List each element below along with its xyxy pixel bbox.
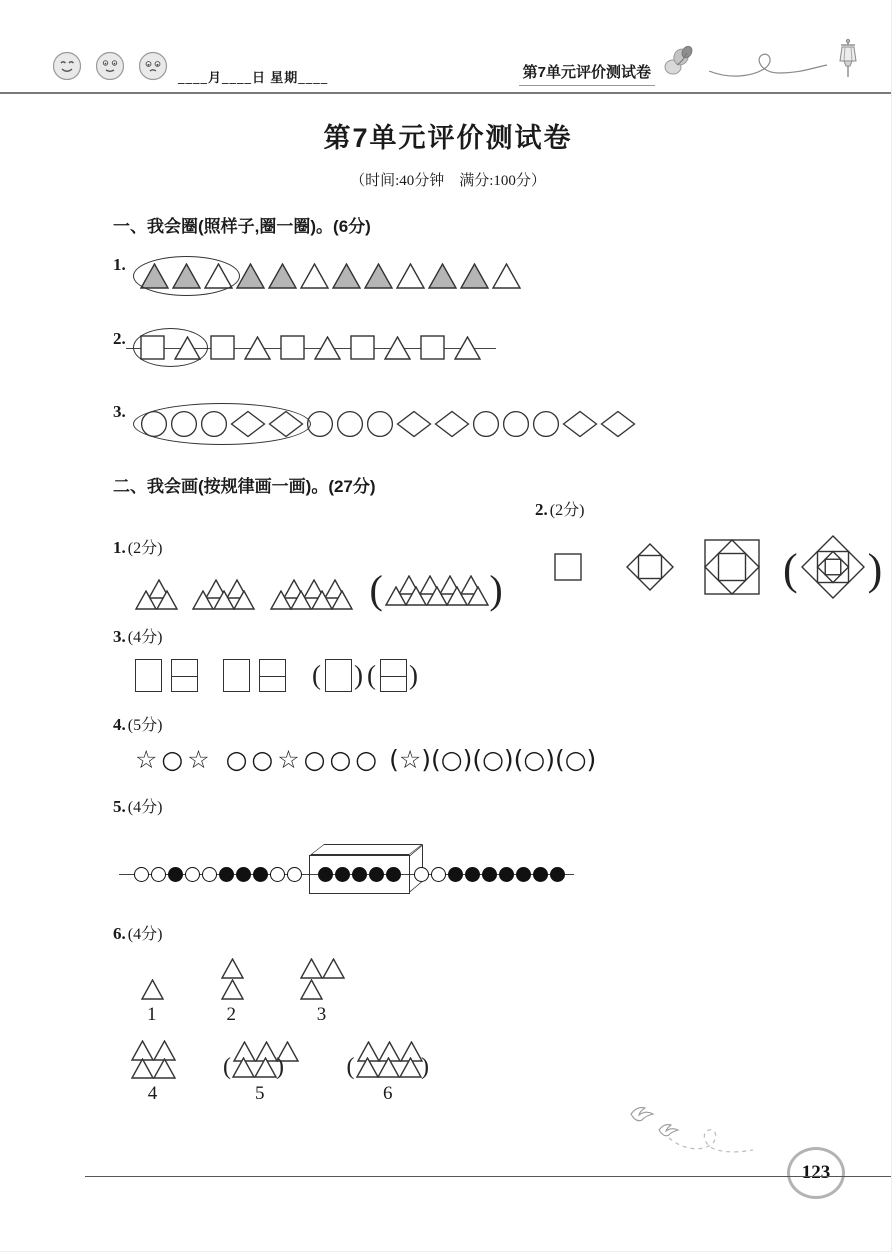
triangle-shape: [405, 586, 427, 606]
counted-triangle-figure: [131, 1040, 174, 1105]
triangle-figure: [135, 579, 176, 610]
square-triangle-pattern-row: [140, 335, 490, 360]
triangle-shape: [314, 336, 341, 360]
square-shape: [210, 335, 235, 360]
figure-label: 2: [226, 1004, 236, 1025]
page-header: [0, 0, 891, 94]
black-bead: [318, 867, 333, 882]
counted-triangle-figure: [222, 1041, 298, 1105]
bead-string-with-box: [133, 845, 566, 903]
circle-diamond-pattern-row: [140, 410, 638, 438]
example-circle: [133, 328, 208, 367]
section2-item-1: [113, 513, 513, 610]
nested-square-diamond-figures: [535, 534, 884, 605]
white-bead: [414, 867, 429, 882]
answer-figure: [368, 567, 505, 612]
page-number: 123: [801, 1162, 831, 1183]
box-top-face: [310, 844, 423, 855]
smiley-faces: [52, 51, 168, 86]
figure-label: 1: [147, 1004, 157, 1025]
triangle-shape: [135, 590, 157, 610]
item-number: 2.: [113, 329, 126, 348]
triangle-figure: [131, 1040, 174, 1079]
shaded-triangle-shape: [364, 263, 393, 289]
item-score: (2分): [127, 540, 163, 557]
answer-paren: ): [421, 1054, 429, 1080]
black-bead: [335, 867, 350, 882]
triangle-shape: [426, 586, 448, 606]
square-shape: [350, 335, 375, 360]
answer-paren: ): [409, 660, 418, 690]
black-bead: [386, 867, 401, 882]
answer-figure: [781, 534, 884, 605]
white-bead: [287, 867, 302, 882]
triangle-shape: [153, 1058, 176, 1079]
triangle-shape: [221, 979, 244, 1000]
butterfly-icon: [661, 43, 703, 86]
triangle-shape: [254, 1057, 277, 1078]
header-unit-title: 第7单元评价测试卷: [519, 61, 655, 86]
black-bead: [352, 867, 367, 882]
item-number: 3.: [113, 402, 126, 421]
section1-item-3: [113, 402, 843, 438]
item-number: 2.: [535, 500, 548, 519]
example-circle: [133, 403, 311, 445]
white-bead: [431, 867, 446, 882]
page-title: 第7单元评价测试卷: [323, 123, 573, 153]
answer-paren: ): [867, 544, 883, 594]
triangle-shape: [192, 590, 214, 610]
triangle-figure: [192, 579, 254, 610]
white-bead: [270, 867, 285, 882]
answer-figure: [366, 659, 421, 692]
curly-line-decoration: [709, 41, 829, 86]
time-score-subtitle: （时间:40分钟 满分:100分）: [350, 173, 546, 189]
triangle-shape: [396, 263, 425, 289]
triangle-figure: [346, 1041, 431, 1079]
triangle-shape: [232, 1057, 255, 1078]
answer-paren: (: [369, 567, 383, 612]
answer-paren: (: [346, 1054, 355, 1080]
triangle-shape: [270, 590, 292, 610]
triangle-shape: [322, 958, 345, 979]
triangle-shape: [131, 1058, 154, 1079]
triangle-pyramid-figures: [135, 567, 513, 612]
figure-label: 4: [147, 1083, 158, 1104]
item-score: (2分): [549, 502, 585, 519]
item-number: 5.: [113, 797, 126, 816]
divided-square-shape: [171, 659, 198, 692]
black-bead: [550, 867, 565, 882]
triangle-pattern-row: [140, 263, 524, 289]
smiley-worried-icon: [138, 51, 168, 86]
sequence-shapes: ☆○☆ ○○☆○○○: [135, 745, 382, 774]
black-bead: [253, 867, 268, 882]
triangle-shape: [356, 1057, 379, 1078]
nested-shape-figure: [617, 534, 683, 605]
item-score: (4分): [127, 629, 163, 646]
triangle-shape: [300, 263, 329, 289]
smiley-surprised-icon: [95, 51, 125, 86]
mystery-box: [309, 855, 410, 894]
divided-square-shape: [380, 659, 407, 692]
white-bead: [151, 867, 166, 882]
section2-item-5: [113, 794, 843, 917]
section1-item-1: [113, 255, 843, 289]
divided-square-shape: [259, 659, 286, 692]
square-shape: [223, 659, 250, 692]
section2-item-3: [113, 624, 843, 692]
section2-item-2: [513, 497, 884, 610]
answer-blanks: (☆)(○)(○)(○)(○): [389, 745, 597, 774]
answer-paren: (: [223, 1054, 231, 1080]
date-fill-line: ____月____日 星期____: [178, 70, 329, 85]
triangle-shape: [384, 336, 411, 360]
triangle-shape: [233, 590, 255, 610]
section1-item-2: [113, 329, 843, 360]
figure-label: 3: [316, 1004, 327, 1025]
black-bead: [236, 867, 251, 882]
counted-triangle-figure: [141, 979, 163, 1026]
diamond-shape: [434, 410, 470, 438]
triangle-shape: [331, 590, 353, 610]
circle-shape: [366, 410, 394, 438]
triangle-shape: [377, 1057, 400, 1078]
triangle-shape: [467, 586, 489, 606]
black-bead: [533, 867, 548, 882]
square-shape: [420, 335, 445, 360]
diamond-shape: [396, 410, 432, 438]
numbered-triangle-figures-row1: [141, 958, 843, 1026]
circle-shape: [502, 410, 530, 438]
black-bead: [168, 867, 183, 882]
example-circle: [133, 256, 240, 296]
black-bead: [219, 867, 234, 882]
square-shape: [135, 659, 162, 692]
triangle-figure: [141, 979, 163, 1000]
answer-paren: ): [354, 660, 363, 690]
section2-item-6: [113, 921, 843, 1105]
triangle-shape: [221, 958, 244, 979]
triangle-figure: [385, 575, 488, 606]
smiley-happy-icon: [52, 51, 82, 86]
shaded-triangle-shape: [268, 263, 297, 289]
answer-figure: [311, 659, 366, 692]
item-number: 3.: [113, 627, 126, 646]
shaded-triangle-shape: [236, 263, 265, 289]
diamond-shape: [600, 410, 636, 438]
answer-paren: (: [312, 660, 321, 690]
black-bead: [448, 867, 463, 882]
triangle-shape: [300, 979, 323, 1000]
item-number: 1.: [113, 538, 126, 557]
section2-top-columns: [113, 500, 883, 612]
triangle-figure: [270, 579, 352, 610]
answer-paren: (: [367, 660, 376, 690]
item-number: 6.: [113, 924, 126, 943]
footer-rule: [85, 1176, 891, 1177]
diamond-shape: [562, 410, 598, 438]
triangle-shape: [141, 979, 164, 1000]
triangle-figure: [300, 958, 343, 1000]
triangle-shape: [213, 590, 235, 610]
item-number: 1.: [113, 255, 126, 274]
white-bead: [202, 867, 217, 882]
figure-label: 5: [255, 1083, 265, 1104]
nested-shape-figure: [535, 534, 601, 605]
shaded-triangle-shape: [428, 263, 457, 289]
black-bead: [499, 867, 514, 882]
star-circle-sequence: [135, 745, 843, 774]
counted-triangle-figure: [300, 958, 343, 1026]
black-bead: [516, 867, 531, 882]
section2-heading: 二、我会画(按规律画一画)。(27分): [113, 477, 376, 496]
triangle-shape: [492, 263, 521, 289]
counted-triangle-figure: [221, 958, 243, 1026]
figure-label: 6: [383, 1083, 393, 1104]
square-shape: [280, 335, 305, 360]
circle-shape: [472, 410, 500, 438]
shaded-triangle-shape: [332, 263, 361, 289]
triangle-shape: [454, 336, 481, 360]
white-bead: [134, 867, 149, 882]
triangle-figure: [222, 1041, 298, 1079]
circle-shape: [532, 410, 560, 438]
black-bead: [465, 867, 480, 882]
triangle-shape: [399, 1057, 422, 1078]
item-score: (4分): [127, 926, 163, 943]
section1-heading: 一、我会圈(照样子,圈一圈)。(6分): [113, 217, 371, 236]
birds-decoration: [611, 1096, 771, 1171]
square-divided-square-row: [135, 659, 843, 692]
answer-paren: ): [276, 1054, 284, 1080]
white-bead: [185, 867, 200, 882]
black-bead: [369, 867, 384, 882]
triangle-shape: [311, 590, 333, 610]
black-bead: [482, 867, 497, 882]
triangle-shape: [446, 586, 468, 606]
triangle-shape: [385, 586, 407, 606]
triangle-shape: [244, 336, 271, 360]
item-score: (4分): [127, 799, 163, 816]
triangle-figure: [221, 958, 243, 1000]
answer-paren: (: [783, 544, 798, 594]
section2-item-4: [113, 712, 843, 774]
triangle-shape: [290, 590, 312, 610]
nested-shape-figure: [800, 534, 866, 605]
item-number: 4.: [113, 715, 126, 734]
triangle-shape: [300, 958, 323, 979]
square-shape: [325, 659, 352, 692]
circle-shape: [336, 410, 364, 438]
item-score: (5分): [127, 717, 163, 734]
counted-triangle-figure: [346, 1041, 431, 1105]
answer-paren: ): [489, 567, 503, 612]
nested-shape-figure: [699, 534, 765, 605]
shaded-triangle-shape: [460, 263, 489, 289]
triangle-shape: [156, 590, 178, 610]
page-number-badge: [787, 1147, 845, 1199]
street-lamp-icon: [835, 37, 861, 86]
